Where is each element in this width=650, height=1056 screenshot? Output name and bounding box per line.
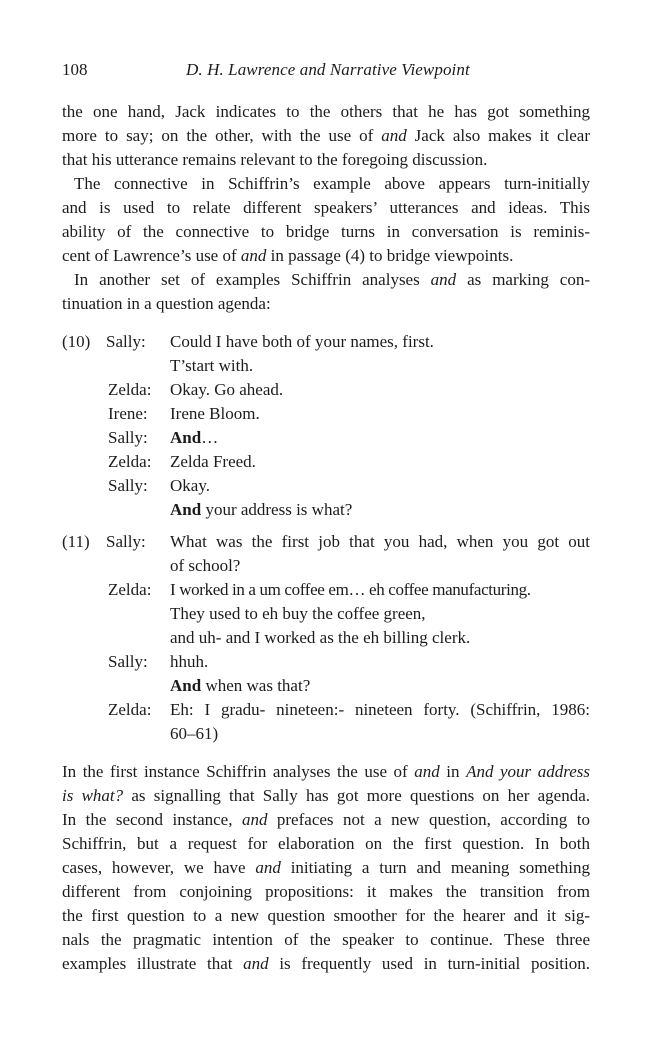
running-head	[62, 60, 590, 84]
paragraph-3	[62, 268, 590, 316]
speaker-label: Zelda:	[108, 580, 152, 599]
transcript-line	[62, 722, 590, 746]
transcript-line	[62, 450, 590, 474]
paragraph-2	[62, 172, 590, 268]
text-line: more to say; on the other, with the use of and Jack also makes it clear	[62, 126, 590, 145]
text-line: In the first instance Schiffrin analyses the use of and in And your address	[62, 762, 590, 781]
speaker-label: Sally:	[108, 652, 148, 671]
text-line: is what? as signalling that Sally has got more questions on her agenda.	[62, 786, 590, 805]
text-line: different from conjoining propositions: it makes the transition from	[62, 882, 590, 901]
page-number: 108	[62, 60, 88, 79]
text-line: the first question to a new question smoother for the hearer and it sig-	[62, 906, 590, 925]
running-head-title: D. H. Lawrence and Narrative Viewpoint	[186, 60, 470, 79]
example-number: (11)	[62, 532, 90, 551]
transcript-line	[62, 498, 590, 522]
utterance: 60–61)	[170, 724, 219, 743]
utterance: And when was that?	[170, 676, 311, 695]
text-line: In another set of examples Schiffrin analyses and as marking con-	[74, 270, 590, 289]
utterance: I worked in a um coffee em… eh coffee manufacturing.	[170, 580, 531, 599]
transcript-line	[62, 650, 590, 674]
text-line: and is used to relate different speakers’ utterances and ideas. This	[62, 198, 590, 217]
utterance: Irene Bloom.	[170, 404, 260, 423]
text-line: Schiffrin, but a request for elaboration on the first question. In both	[62, 834, 590, 853]
utterance: Okay.	[170, 476, 210, 495]
text-line: tinuation in a question agenda:	[62, 294, 271, 313]
utterance: Eh: I gradu- nineteen:- nineteen forty. (Schiffrin, 1986:	[170, 700, 590, 719]
utterance: and uh- and I worked as the eh billing clerk.	[170, 628, 471, 647]
transcript-line	[62, 698, 590, 722]
speaker-label: Sally:	[106, 532, 146, 551]
text-line: examples illustrate that and is frequently used in turn-initial position.	[62, 954, 590, 973]
speaker-label: Irene:	[108, 404, 148, 423]
speaker-label: Sally:	[108, 428, 148, 447]
example-10	[62, 330, 590, 522]
transcript-line	[62, 626, 590, 650]
example-number: (10)	[62, 332, 91, 351]
transcript-line	[62, 426, 590, 450]
paragraph-4	[62, 760, 590, 976]
text-line: that his utterance remains relevant to the foregoing discussion.	[62, 150, 488, 169]
paragraph-1	[62, 100, 590, 172]
utterance: What was the first job that you had, when you got out	[170, 532, 590, 551]
utterance: hhuh.	[170, 652, 209, 671]
transcript-line	[62, 354, 590, 378]
utterance: of school?	[170, 556, 241, 575]
utterance: T’start with.	[170, 356, 254, 375]
text-line: cases, however, we have and initiating a turn and meaning something	[62, 858, 590, 877]
text-line: In the second instance, and prefaces not a new question, according to	[62, 810, 590, 829]
utterance: Okay. Go ahead.	[170, 380, 284, 399]
utterance: Could I have both of your names, first.	[170, 332, 434, 351]
utterance: And your address is what?	[170, 500, 353, 519]
utterance: They used to eh buy the coffee green,	[170, 604, 426, 623]
transcript-line	[62, 554, 590, 578]
speaker-label: Zelda:	[108, 700, 152, 719]
utterance: And…	[170, 428, 219, 447]
example-11	[62, 530, 590, 746]
speaker-label: Zelda:	[108, 380, 152, 399]
transcript-line	[62, 402, 590, 426]
transcript-line	[62, 474, 590, 498]
speaker-label: Sally:	[106, 332, 146, 351]
speaker-label: Sally:	[108, 476, 148, 495]
transcript-line	[62, 330, 590, 354]
transcript-line	[62, 674, 590, 698]
transcript-line	[62, 602, 590, 626]
text-line: nals the pragmatic intention of the speaker to continue. These three	[62, 930, 590, 949]
speaker-label: Zelda:	[108, 452, 152, 471]
transcript-line	[62, 578, 590, 602]
transcript-line	[62, 530, 590, 554]
text-line: the one hand, Jack indicates to the others that he has got something	[62, 102, 590, 121]
text-line: ability of the connective to bridge turns in conversation is reminis-	[62, 222, 590, 241]
text-line: The connective in Schiffrin’s example above appears turn-initially	[74, 174, 590, 193]
transcript-line	[62, 378, 590, 402]
text-line: cent of Lawrence’s use of and in passage (4) to bridge viewpoints.	[62, 246, 514, 265]
utterance: Zelda Freed.	[170, 452, 256, 471]
